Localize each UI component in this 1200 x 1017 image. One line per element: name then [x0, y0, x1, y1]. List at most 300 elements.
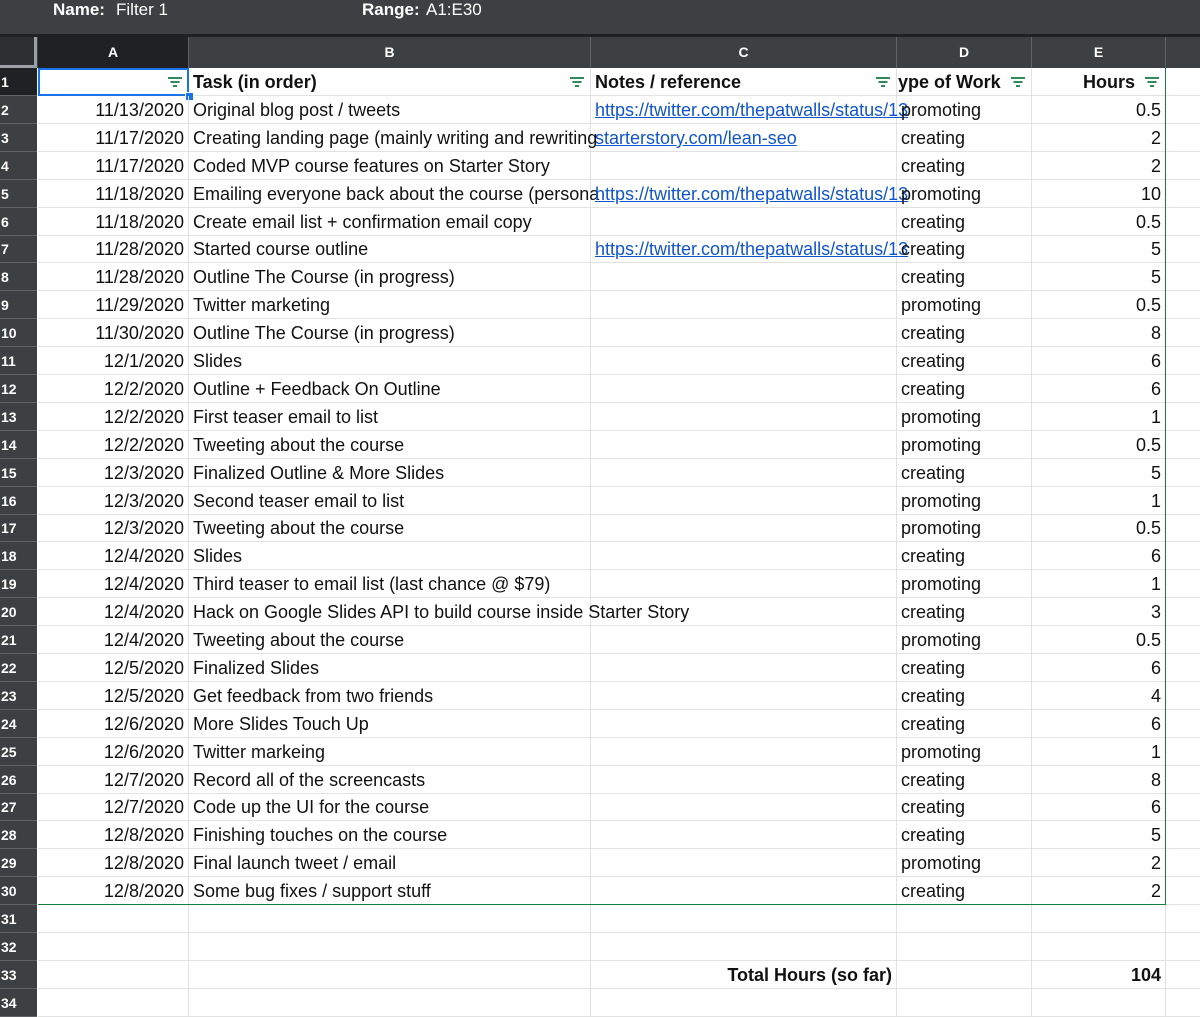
table-row [38, 403, 1200, 431]
table-row [38, 152, 1200, 180]
table-row [38, 766, 1200, 794]
date-cell[interactable]: 11/28/2020 [38, 263, 189, 291]
row-headers [0, 68, 37, 1017]
date-cell[interactable]: 12/3/2020 [38, 487, 189, 515]
hours-cell[interactable]: 6 [1032, 542, 1166, 570]
type-cell[interactable]: promoting [897, 403, 1032, 431]
filter-icon[interactable] [1144, 77, 1160, 87]
hours-cell[interactable]: 4 [1032, 682, 1166, 710]
filter-icon[interactable] [569, 77, 585, 87]
hours-cell[interactable]: 0.5 [1032, 291, 1166, 319]
row-header[interactable]: 7 [0, 235, 37, 263]
header-label-type: ype of Work [898, 72, 1001, 92]
hours-cell[interactable]: 2 [1032, 124, 1166, 152]
empty-cell[interactable] [897, 905, 1032, 933]
hours-cell[interactable]: 0.5 [1032, 626, 1166, 654]
date-cell[interactable]: 11/30/2020 [38, 319, 189, 347]
notes-cell[interactable] [591, 235, 909, 263]
table-row [38, 375, 1200, 403]
notes-cell[interactable] [591, 849, 897, 877]
task-cell[interactable]: Finishing touches on the course [189, 821, 591, 849]
empty-cell[interactable] [1166, 738, 1200, 766]
hours-cell[interactable]: 6 [1032, 654, 1166, 682]
notes-cell[interactable] [591, 514, 897, 542]
type-cell[interactable]: promoting [897, 514, 1032, 542]
empty-cell[interactable] [1166, 598, 1200, 626]
select-all-corner[interactable] [0, 37, 37, 68]
empty-cell[interactable] [1166, 710, 1200, 738]
empty-cell[interactable] [1166, 682, 1200, 710]
date-cell[interactable]: 11/13/2020 [38, 96, 189, 124]
notes-cell[interactable] [591, 710, 897, 738]
notes-cell[interactable] [591, 375, 897, 403]
notes-cell[interactable] [591, 431, 897, 459]
row-header[interactable]: 28 [0, 821, 37, 849]
notes-cell[interactable] [591, 263, 897, 291]
task-cell[interactable]: Second teaser email to list [189, 487, 591, 515]
row-header[interactable]: 19 [0, 570, 37, 598]
hours-cell[interactable]: 6 [1032, 375, 1166, 403]
empty-cell[interactable] [1166, 180, 1200, 208]
notes-cell[interactable] [591, 793, 897, 821]
task-cell[interactable]: Started course outline [189, 235, 591, 263]
type-cell[interactable]: creating [897, 375, 1032, 403]
row-header[interactable]: 9 [0, 291, 37, 319]
notes-link[interactable]: https://twitter.com/thepatwalls/status/13 [595, 99, 909, 120]
type-cell[interactable]: creating [897, 235, 1032, 263]
task-cell[interactable]: Creating landing page (mainly writing and rewriting [189, 124, 591, 152]
notes-cell[interactable] [591, 654, 897, 682]
type-cell[interactable]: creating [897, 598, 1032, 626]
row-header[interactable]: 31 [0, 905, 37, 933]
empty-cell[interactable] [1166, 989, 1200, 1017]
filter-icon[interactable] [1010, 77, 1026, 87]
type-cell[interactable]: creating [897, 542, 1032, 570]
row-header[interactable]: 3 [0, 124, 37, 152]
table-row [38, 263, 1200, 291]
empty-cell[interactable] [1166, 487, 1200, 515]
row-header[interactable]: 8 [0, 263, 37, 291]
row-header[interactable]: 18 [0, 542, 37, 570]
header-cell-e[interactable] [1032, 68, 1166, 96]
date-cell[interactable]: 12/8/2020 [38, 849, 189, 877]
empty-cell[interactable] [1166, 347, 1200, 375]
column-header-a[interactable]: A [38, 37, 189, 68]
notes-cell[interactable] [591, 682, 897, 710]
hours-cell[interactable]: 2 [1032, 877, 1166, 905]
hours-cell[interactable]: 6 [1032, 710, 1166, 738]
hours-cell[interactable]: 0.5 [1032, 431, 1166, 459]
hours-cell[interactable]: 6 [1032, 793, 1166, 821]
filter-range-value[interactable]: A1:E30 [426, 0, 482, 19]
row-header[interactable]: 25 [0, 738, 37, 766]
type-cell[interactable]: promoting [897, 626, 1032, 654]
type-cell[interactable]: creating [897, 821, 1032, 849]
hours-cell[interactable]: 8 [1032, 766, 1166, 794]
date-cell[interactable]: 11/17/2020 [38, 124, 189, 152]
table-row [38, 514, 1200, 542]
notes-cell[interactable] [591, 124, 897, 152]
empty-cell[interactable] [1166, 514, 1200, 542]
column-header-f[interactable] [1166, 37, 1200, 68]
table-row [38, 654, 1200, 682]
notes-cell[interactable] [591, 487, 897, 515]
task-cell[interactable]: Hack on Google Slides API to build course inside Starter Story [189, 598, 591, 626]
notes-cell[interactable] [591, 291, 897, 319]
type-cell[interactable]: creating [897, 263, 1032, 291]
filter-name-value[interactable]: Filter 1 [116, 0, 168, 19]
date-cell[interactable]: 12/7/2020 [38, 793, 189, 821]
empty-row [38, 933, 1200, 961]
type-cell[interactable]: promoting [897, 570, 1032, 598]
empty-cell[interactable] [1166, 654, 1200, 682]
empty-cell[interactable] [1166, 626, 1200, 654]
task-cell[interactable]: Some bug fixes / support stuff [189, 877, 591, 905]
date-cell[interactable]: 12/5/2020 [38, 682, 189, 710]
empty-cell[interactable] [1032, 989, 1166, 1017]
header-row [38, 68, 1200, 96]
task-cell[interactable]: Slides [189, 542, 591, 570]
type-cell[interactable]: promoting [897, 431, 1032, 459]
hours-cell[interactable]: 0.5 [1032, 208, 1166, 236]
empty-cell[interactable] [1166, 208, 1200, 236]
empty-cell[interactable] [1166, 152, 1200, 180]
task-cell[interactable]: Get feedback from two friends [189, 682, 591, 710]
date-cell[interactable]: 12/5/2020 [38, 654, 189, 682]
type-cell[interactable]: creating [897, 793, 1032, 821]
task-cell[interactable]: Outline The Course (in progress) [189, 319, 591, 347]
row-header[interactable]: 29 [0, 849, 37, 877]
notes-cell[interactable] [591, 738, 897, 766]
notes-cell[interactable] [591, 347, 897, 375]
hours-cell[interactable]: 0.5 [1032, 96, 1166, 124]
task-cell[interactable]: Emailing everyone back about the course (persona [189, 180, 591, 208]
task-cell[interactable]: Third teaser to email list (last chance @ $79) [189, 570, 591, 598]
table-row [38, 124, 1200, 152]
row-header[interactable]: 10 [0, 319, 37, 347]
task-cell[interactable]: Finalized Slides [189, 654, 591, 682]
row-header[interactable]: 32 [0, 933, 37, 961]
empty-cell[interactable] [1166, 849, 1200, 877]
empty-cell[interactable] [1166, 375, 1200, 403]
filter-icon[interactable] [167, 77, 183, 87]
hours-cell[interactable]: 10 [1032, 180, 1166, 208]
task-cell[interactable]: Tweeting about the course [189, 626, 591, 654]
notes-cell[interactable] [591, 877, 897, 905]
type-cell[interactable]: creating [897, 682, 1032, 710]
type-cell[interactable]: creating [897, 710, 1032, 738]
date-cell[interactable]: 12/6/2020 [38, 738, 189, 766]
row-header[interactable]: 30 [0, 877, 37, 905]
table-row [38, 459, 1200, 487]
filter-name-label: Name: [53, 0, 105, 19]
empty-row [38, 989, 1200, 1017]
row-header[interactable]: 2 [0, 96, 37, 124]
row-header[interactable]: 12 [0, 375, 37, 403]
type-cell[interactable]: creating [897, 877, 1032, 905]
hours-cell[interactable]: 1 [1032, 487, 1166, 515]
type-cell[interactable]: promoting [897, 180, 1032, 208]
header-cell-d[interactable] [897, 68, 1032, 96]
table-row [38, 598, 1200, 626]
table-row [38, 208, 1200, 236]
notes-cell[interactable] [591, 180, 909, 208]
row-header[interactable]: 34 [0, 989, 37, 1017]
table-row [38, 570, 1200, 598]
empty-cell[interactable] [1166, 319, 1200, 347]
column-header-e[interactable]: E [1032, 37, 1166, 68]
empty-cell[interactable] [189, 961, 591, 989]
notes-cell[interactable] [591, 598, 897, 626]
header-label-hours: Hours [1082, 72, 1135, 92]
date-cell[interactable]: 12/7/2020 [38, 766, 189, 794]
hours-cell[interactable]: 3 [1032, 598, 1166, 626]
table-row [38, 235, 1200, 263]
row-header[interactable]: 20 [0, 598, 37, 626]
date-cell[interactable]: 11/29/2020 [38, 291, 189, 319]
date-cell[interactable]: 12/6/2020 [38, 710, 189, 738]
hours-cell[interactable]: 5 [1032, 459, 1166, 487]
empty-cell[interactable] [1166, 793, 1200, 821]
table-row [38, 180, 1200, 208]
notes-cell[interactable] [591, 208, 897, 236]
date-cell[interactable]: 11/18/2020 [38, 208, 189, 236]
header-label-task: Task (in order) [193, 72, 317, 92]
total-value[interactable]: 104 [1032, 961, 1166, 989]
empty-cell[interactable] [189, 905, 591, 933]
task-cell[interactable]: Code up the UI for the course [189, 793, 591, 821]
row-header[interactable]: 15 [0, 459, 37, 487]
notes-link[interactable]: https://twitter.com/thepatwalls/status/13 [595, 239, 909, 260]
column-header-c[interactable]: C [591, 37, 897, 68]
task-cell[interactable]: Twitter marketing [189, 291, 591, 319]
table-row [38, 877, 1200, 905]
type-cell[interactable]: creating [897, 654, 1032, 682]
empty-row [38, 905, 1200, 933]
table-row [38, 626, 1200, 654]
empty-cell[interactable] [1166, 263, 1200, 291]
table-row [38, 319, 1200, 347]
notes-cell[interactable] [591, 403, 897, 431]
type-cell[interactable]: promoting [897, 96, 1032, 124]
header-cell-c[interactable] [591, 68, 897, 96]
date-cell[interactable]: 12/2/2020 [38, 403, 189, 431]
task-cell[interactable]: Final launch tweet / email [189, 849, 591, 877]
empty-cell[interactable] [1166, 821, 1200, 849]
date-cell[interactable]: 11/17/2020 [38, 152, 189, 180]
empty-cell[interactable] [1166, 96, 1200, 124]
row-header[interactable]: 22 [0, 654, 37, 682]
filter-view-bar [0, 0, 1200, 36]
notes-cell[interactable] [591, 626, 897, 654]
task-cell[interactable]: Twitter markeing [189, 738, 591, 766]
type-cell[interactable]: promoting [897, 487, 1032, 515]
row-header[interactable]: 5 [0, 180, 37, 208]
empty-cell[interactable] [1032, 905, 1166, 933]
notes-cell[interactable] [591, 319, 897, 347]
hours-cell[interactable]: 5 [1032, 821, 1166, 849]
hours-cell[interactable]: 6 [1032, 347, 1166, 375]
row-header[interactable]: 17 [0, 514, 37, 542]
empty-cell[interactable] [897, 989, 1032, 1017]
hours-cell[interactable]: 5 [1032, 263, 1166, 291]
date-cell[interactable]: 12/4/2020 [38, 542, 189, 570]
task-cell[interactable]: Outline + Feedback On Outline [189, 375, 591, 403]
hours-cell[interactable]: 8 [1032, 319, 1166, 347]
task-cell[interactable]: Finalized Outline & More Slides [189, 459, 591, 487]
empty-cell[interactable] [591, 905, 897, 933]
empty-cell[interactable] [1166, 235, 1200, 263]
type-cell[interactable]: promoting [897, 738, 1032, 766]
row-header[interactable]: 27 [0, 793, 37, 821]
empty-cell[interactable] [591, 989, 897, 1017]
empty-cell[interactable] [1032, 933, 1166, 961]
hours-cell[interactable]: 1 [1032, 570, 1166, 598]
type-cell[interactable]: creating [897, 347, 1032, 375]
task-cell[interactable]: More Slides Touch Up [189, 710, 591, 738]
header-cell-b[interactable] [189, 68, 591, 96]
row-header[interactable]: 1 [0, 68, 37, 96]
empty-cell[interactable] [38, 989, 189, 1017]
hours-cell[interactable]: 5 [1032, 235, 1166, 263]
task-cell[interactable]: Slides [189, 347, 591, 375]
filter-range-label: Range: [362, 0, 420, 19]
date-cell[interactable]: 12/4/2020 [38, 598, 189, 626]
date-cell[interactable]: 11/28/2020 [38, 235, 189, 263]
row-header[interactable]: 23 [0, 682, 37, 710]
type-cell[interactable]: creating [897, 319, 1032, 347]
task-cell[interactable]: Record all of the screencasts [189, 766, 591, 794]
empty-cell[interactable] [189, 989, 591, 1017]
table-row [38, 347, 1200, 375]
table-row [38, 431, 1200, 459]
notes-cell[interactable] [591, 152, 897, 180]
row-header[interactable]: 16 [0, 487, 37, 515]
empty-cell[interactable] [38, 933, 189, 961]
empty-cell[interactable] [38, 961, 189, 989]
empty-cell[interactable] [1166, 542, 1200, 570]
column-header-d[interactable]: D [897, 37, 1032, 68]
empty-cell[interactable] [1166, 570, 1200, 598]
row-header[interactable]: 26 [0, 766, 37, 794]
row-header[interactable]: 24 [0, 710, 37, 738]
empty-cell[interactable] [897, 961, 1032, 989]
header-cell-a[interactable] [38, 68, 189, 96]
date-cell[interactable]: 11/18/2020 [38, 180, 189, 208]
column-headers [0, 37, 1200, 68]
row-header[interactable]: 14 [0, 431, 37, 459]
row-header[interactable]: 13 [0, 403, 37, 431]
date-cell[interactable]: 12/2/2020 [38, 431, 189, 459]
empty-cell[interactable] [1166, 124, 1200, 152]
row-header[interactable]: 4 [0, 152, 37, 180]
table-row [38, 487, 1200, 515]
table-row [38, 542, 1200, 570]
hours-cell[interactable]: 2 [1032, 152, 1166, 180]
filter-icon[interactable] [875, 77, 891, 87]
task-cell[interactable]: Create email list + confirmation email copy [189, 208, 591, 236]
type-cell[interactable]: creating [897, 124, 1032, 152]
empty-cell[interactable] [591, 933, 897, 961]
notes-cell[interactable] [591, 570, 897, 598]
notes-link[interactable]: https://twitter.com/thepatwalls/status/13 [595, 183, 909, 204]
spreadsheet-grid [38, 68, 1200, 1017]
notes-link[interactable]: starterstory.com/lean-seo [595, 127, 797, 148]
table-row [38, 849, 1200, 877]
date-cell[interactable]: 12/2/2020 [38, 375, 189, 403]
type-cell[interactable]: creating [897, 152, 1032, 180]
total-row [38, 961, 1200, 989]
table-row [38, 682, 1200, 710]
hours-cell[interactable]: 2 [1032, 849, 1166, 877]
table-row [38, 710, 1200, 738]
task-cell[interactable]: Coded MVP course features on Starter Story [189, 152, 591, 180]
date-cell[interactable]: 12/8/2020 [38, 877, 189, 905]
hours-cell[interactable]: 1 [1032, 403, 1166, 431]
row-header[interactable]: 21 [0, 626, 37, 654]
empty-cell[interactable] [897, 933, 1032, 961]
row-header[interactable]: 33 [0, 961, 37, 989]
empty-cell[interactable] [189, 933, 591, 961]
task-cell[interactable]: Tweeting about the course [189, 431, 591, 459]
empty-cell[interactable] [1166, 431, 1200, 459]
row-header[interactable]: 11 [0, 347, 37, 375]
table-row [38, 821, 1200, 849]
notes-cell[interactable] [591, 459, 897, 487]
table-row [38, 291, 1200, 319]
empty-cell[interactable] [1166, 291, 1200, 319]
column-header-b[interactable]: B [189, 37, 591, 68]
total-label[interactable]: Total Hours (so far) [591, 961, 897, 989]
type-cell[interactable]: promoting [897, 291, 1032, 319]
date-cell[interactable]: 12/4/2020 [38, 626, 189, 654]
type-cell[interactable]: creating [897, 459, 1032, 487]
date-cell[interactable]: 12/8/2020 [38, 821, 189, 849]
task-cell[interactable]: Original blog post / tweets [189, 96, 591, 124]
type-cell[interactable]: promoting [897, 849, 1032, 877]
notes-cell[interactable] [591, 821, 897, 849]
notes-cell[interactable] [591, 766, 897, 794]
empty-cell[interactable] [1166, 877, 1200, 905]
empty-cell[interactable] [1166, 961, 1200, 989]
empty-cell[interactable] [1166, 403, 1200, 431]
table-row [38, 96, 1200, 124]
notes-cell[interactable] [591, 96, 909, 124]
empty-cell[interactable] [1166, 766, 1200, 794]
hours-cell[interactable]: 0.5 [1032, 514, 1166, 542]
header-cell-f[interactable] [1166, 68, 1200, 96]
type-cell[interactable]: creating [897, 208, 1032, 236]
notes-cell[interactable] [591, 542, 897, 570]
date-cell[interactable]: 12/3/2020 [38, 459, 189, 487]
task-cell[interactable]: Outline The Course (in progress) [189, 263, 591, 291]
empty-cell[interactable] [1166, 459, 1200, 487]
table-row [38, 738, 1200, 766]
task-cell[interactable]: First teaser email to list [189, 403, 591, 431]
date-cell[interactable]: 12/4/2020 [38, 570, 189, 598]
row-header[interactable]: 6 [0, 208, 37, 236]
empty-cell[interactable] [1166, 933, 1200, 961]
table-row [38, 793, 1200, 821]
date-cell[interactable]: 12/1/2020 [38, 347, 189, 375]
task-cell[interactable]: Tweeting about the course [189, 514, 591, 542]
date-cell[interactable]: 12/3/2020 [38, 514, 189, 542]
type-cell[interactable]: creating [897, 766, 1032, 794]
header-label-notes: Notes / reference [595, 72, 742, 92]
empty-cell[interactable] [1166, 905, 1200, 933]
empty-cell[interactable] [38, 905, 189, 933]
hours-cell[interactable]: 1 [1032, 738, 1166, 766]
